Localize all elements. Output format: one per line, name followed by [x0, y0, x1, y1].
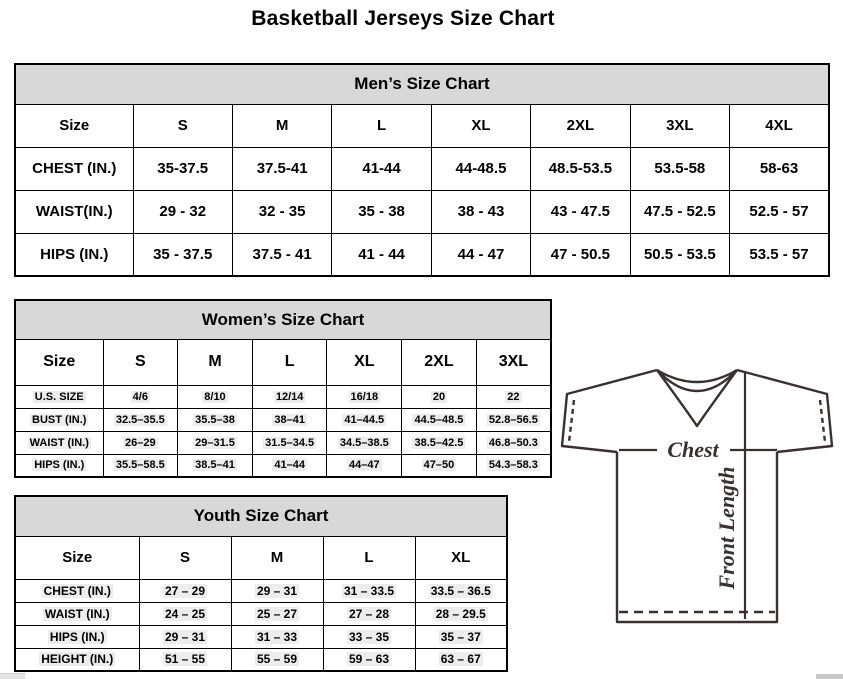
mens-chart-title: Men’s Size Chart — [15, 64, 829, 104]
size-value: 46.8–50.3 — [476, 431, 551, 454]
column-header: XL — [431, 104, 530, 147]
size-value: 27 – 29 — [139, 579, 231, 602]
size-value: 29–31.5 — [178, 431, 253, 454]
table-row — [15, 408, 551, 431]
row-label: HIPS (IN.) — [15, 233, 133, 276]
table-row — [15, 579, 507, 602]
partial-element-bottom-left — [0, 673, 25, 679]
size-value: 41–44 — [252, 454, 327, 477]
column-header: 3XL — [630, 104, 729, 147]
column-header: L — [252, 339, 327, 385]
column-header: L — [323, 536, 415, 579]
column-header: M — [231, 536, 323, 579]
size-value: 32 - 35 — [232, 190, 331, 233]
size-value: 16/18 — [327, 385, 402, 408]
size-value: 8/10 — [178, 385, 253, 408]
table-row — [15, 625, 507, 648]
size-value: 32.5–35.5 — [103, 408, 178, 431]
table-row — [15, 431, 551, 454]
womens-chart-title: Women’s Size Chart — [15, 300, 551, 339]
row-label: HIPS (IN.) — [15, 625, 139, 648]
column-header: 2XL — [402, 339, 477, 385]
size-value: 35 - 38 — [332, 190, 431, 233]
row-label: HEIGHT (IN.) — [15, 648, 139, 671]
size-value: 26–29 — [103, 431, 178, 454]
size-value: 44 - 47 — [431, 233, 530, 276]
jersey-right-sleeve — [737, 370, 832, 452]
size-value: 55 – 59 — [231, 648, 323, 671]
size-value: 41-44 — [332, 147, 431, 190]
size-value: 29 – 31 — [231, 579, 323, 602]
size-value: 59 – 63 — [323, 648, 415, 671]
page-title: Basketball Jerseys Size Chart — [251, 7, 555, 30]
size-value: 48.5-53.5 — [531, 147, 630, 190]
table-title-row — [15, 496, 507, 536]
column-header: 4XL — [730, 104, 829, 147]
size-value: 20 — [402, 385, 477, 408]
jersey-body-outline — [617, 452, 777, 622]
table-row — [15, 385, 551, 408]
column-header: XL — [415, 536, 507, 579]
size-value: 44.5–48.5 — [402, 408, 477, 431]
corner-label: Size — [15, 339, 103, 385]
size-value: 54.3–58.3 — [476, 454, 551, 477]
size-value: 29 - 32 — [133, 190, 232, 233]
size-value: 52.8–56.5 — [476, 408, 551, 431]
table-row — [15, 190, 829, 233]
size-value: 34.5–38.5 — [327, 431, 402, 454]
size-value: 24 – 25 — [139, 602, 231, 625]
size-value: 35.5–38 — [178, 408, 253, 431]
column-header-row — [15, 104, 829, 147]
youth-size-chart-table — [14, 495, 508, 672]
row-label: HIPS (IN.) — [15, 454, 103, 477]
size-value: 38–41 — [252, 408, 327, 431]
size-value: 58-63 — [730, 147, 829, 190]
row-label: BUST (IN.) — [15, 408, 103, 431]
column-header: L — [332, 104, 431, 147]
column-header: S — [139, 536, 231, 579]
size-value: 51 – 55 — [139, 648, 231, 671]
size-value: 44–47 — [327, 454, 402, 477]
table-row — [15, 648, 507, 671]
row-label: CHEST (IN.) — [15, 147, 133, 190]
size-value: 44-48.5 — [431, 147, 530, 190]
size-value: 38.5–41 — [178, 454, 253, 477]
corner-label: Size — [15, 104, 133, 147]
size-value: 43 - 47.5 — [531, 190, 630, 233]
row-label: WAIST (IN.) — [15, 431, 103, 454]
size-value: 47–50 — [402, 454, 477, 477]
size-value: 35 - 37.5 — [133, 233, 232, 276]
size-value: 63 – 67 — [415, 648, 507, 671]
row-label: WAIST(IN.) — [15, 190, 133, 233]
column-header-row — [15, 536, 507, 579]
chest-label: Chest — [667, 437, 719, 462]
size-value: 22 — [476, 385, 551, 408]
size-value: 47.5 - 52.5 — [630, 190, 729, 233]
size-value: 37.5 - 41 — [232, 233, 331, 276]
column-header: M — [178, 339, 253, 385]
mens-size-chart-table — [14, 63, 830, 277]
column-header: XL — [327, 339, 402, 385]
size-value: 35 – 37 — [415, 625, 507, 648]
table-row — [15, 147, 829, 190]
column-header-row — [15, 339, 551, 385]
right-cuff-dashed-seam — [820, 400, 825, 442]
size-value: 25 – 27 — [231, 602, 323, 625]
table-title-row — [15, 300, 551, 339]
size-value: 28 – 29.5 — [415, 602, 507, 625]
table-title-row — [15, 64, 829, 104]
front-length-label: Front Length — [714, 466, 739, 590]
size-value: 50.5 - 53.5 — [630, 233, 729, 276]
size-value: 41–44.5 — [327, 408, 402, 431]
size-value: 12/14 — [252, 385, 327, 408]
size-value: 52.5 - 57 — [730, 190, 829, 233]
size-value: 53.5 - 57 — [730, 233, 829, 276]
size-value: 35-37.5 — [133, 147, 232, 190]
corner-label: Size — [15, 536, 139, 579]
size-value: 38.5–42.5 — [402, 431, 477, 454]
size-value: 27 – 28 — [323, 602, 415, 625]
size-value: 31.5–34.5 — [252, 431, 327, 454]
column-header: S — [103, 339, 178, 385]
column-header: 2XL — [531, 104, 630, 147]
size-value: 29 – 31 — [139, 625, 231, 648]
column-header: 3XL — [476, 339, 551, 385]
size-value: 31 – 33.5 — [323, 579, 415, 602]
partial-element-bottom-right — [816, 674, 843, 679]
table-row — [15, 602, 507, 625]
left-cuff-dashed-seam — [569, 400, 574, 442]
jersey-vneck-outline — [657, 370, 737, 426]
column-header: M — [232, 104, 331, 147]
row-label: WAIST (IN.) — [15, 602, 139, 625]
jersey-left-sleeve — [562, 370, 657, 452]
size-value: 35.5–58.5 — [103, 454, 178, 477]
size-value: 4/6 — [103, 385, 178, 408]
jersey-measurement-diagram — [558, 360, 840, 632]
size-value: 31 – 33 — [231, 625, 323, 648]
table-row — [15, 233, 829, 276]
size-value: 33.5 – 36.5 — [415, 579, 507, 602]
table-row — [15, 454, 551, 477]
womens-size-chart-table — [14, 299, 552, 478]
size-value: 33 – 35 — [323, 625, 415, 648]
size-value: 41 - 44 — [332, 233, 431, 276]
size-value: 53.5-58 — [630, 147, 729, 190]
row-label: CHEST (IN.) — [15, 579, 139, 602]
size-value: 37.5-41 — [232, 147, 331, 190]
youth-chart-title: Youth Size Chart — [15, 496, 507, 536]
size-value: 38 - 43 — [431, 190, 530, 233]
size-value: 47 - 50.5 — [531, 233, 630, 276]
row-label: U.S. SIZE — [15, 385, 103, 408]
column-header: S — [133, 104, 232, 147]
